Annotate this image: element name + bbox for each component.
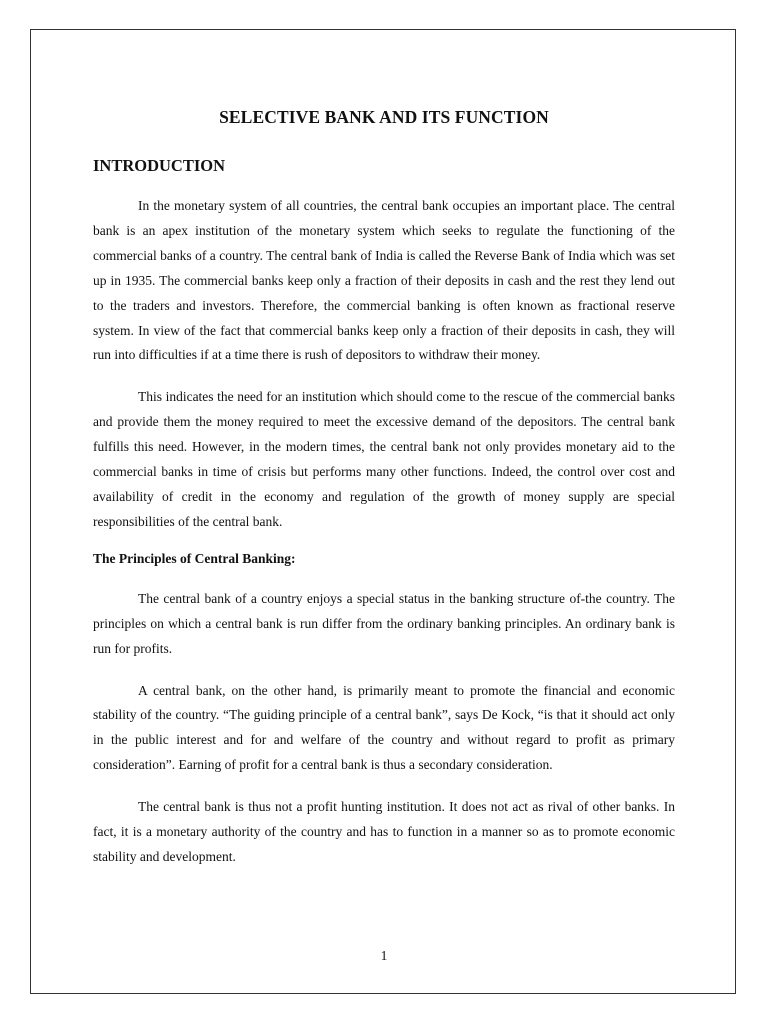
sub-heading-principles: The Principles of Central Banking: <box>93 550 296 566</box>
section-heading-introduction: INTRODUCTION <box>93 156 226 175</box>
paragraph-5: The central bank is thus not a profit hunting institution. It does not act as rival of other banks. In fact, it is a monetary authority of the country and has to function in a manner so as to promote economic stability and development. <box>93 799 675 864</box>
document-title: SELECTIVE BANK AND ITS FUNCTION <box>219 107 549 127</box>
page-number: 1 <box>380 948 388 963</box>
paragraph-2: This indicates the need for an institution which should come to the rescue of the commercial banks and provide them the money required to meet the excessive demand of the depositors. The central bank fulfills this need. However, in the modern times, the central bank not only provides monetary aid to the commercial banks in time of crisis but performs many other functions. Indeed, the control over cost and availability of credit in the economy and regulation of the growth of money supply are special responsibilities of the central bank. <box>93 389 675 529</box>
document-body <box>93 104 675 870</box>
paragraph-1: In the monetary system of all countries, the central bank occupies an important place. The central bank is an apex institution of the monetary system which seeks to regulate the functioning of the commercial banks of a country. The central bank of India is called the Reverse Bank of India which was set up in 1935. The commercial banks keep only a fraction of their deposits in cash and the rest they lend out to the traders and investors. Therefore, the commercial banking is often known as fractional reserve system. In view of the fact that commercial banks keep only a fraction of their deposits in cash, they will run into difficulties if at a time there is rush of depositors to withdraw their money. <box>93 198 675 363</box>
paragraph-3: The central bank of a country enjoys a special status in the banking structure of-the country. The principles on which a central bank is run differ from the ordinary banking principles. An ordinary bank is run for profits. <box>93 590 675 656</box>
paragraph-4: A central bank, on the other hand, is primarily meant to promote the financial and economic stability of the country. “The guiding principle of a central bank”, says De Kock, “is that it should act only in the public interest and for and welfare of the country and without regard to profit as primary consideration”. Earning of profit for a central bank is thus a secondary consideration. <box>93 682 675 773</box>
